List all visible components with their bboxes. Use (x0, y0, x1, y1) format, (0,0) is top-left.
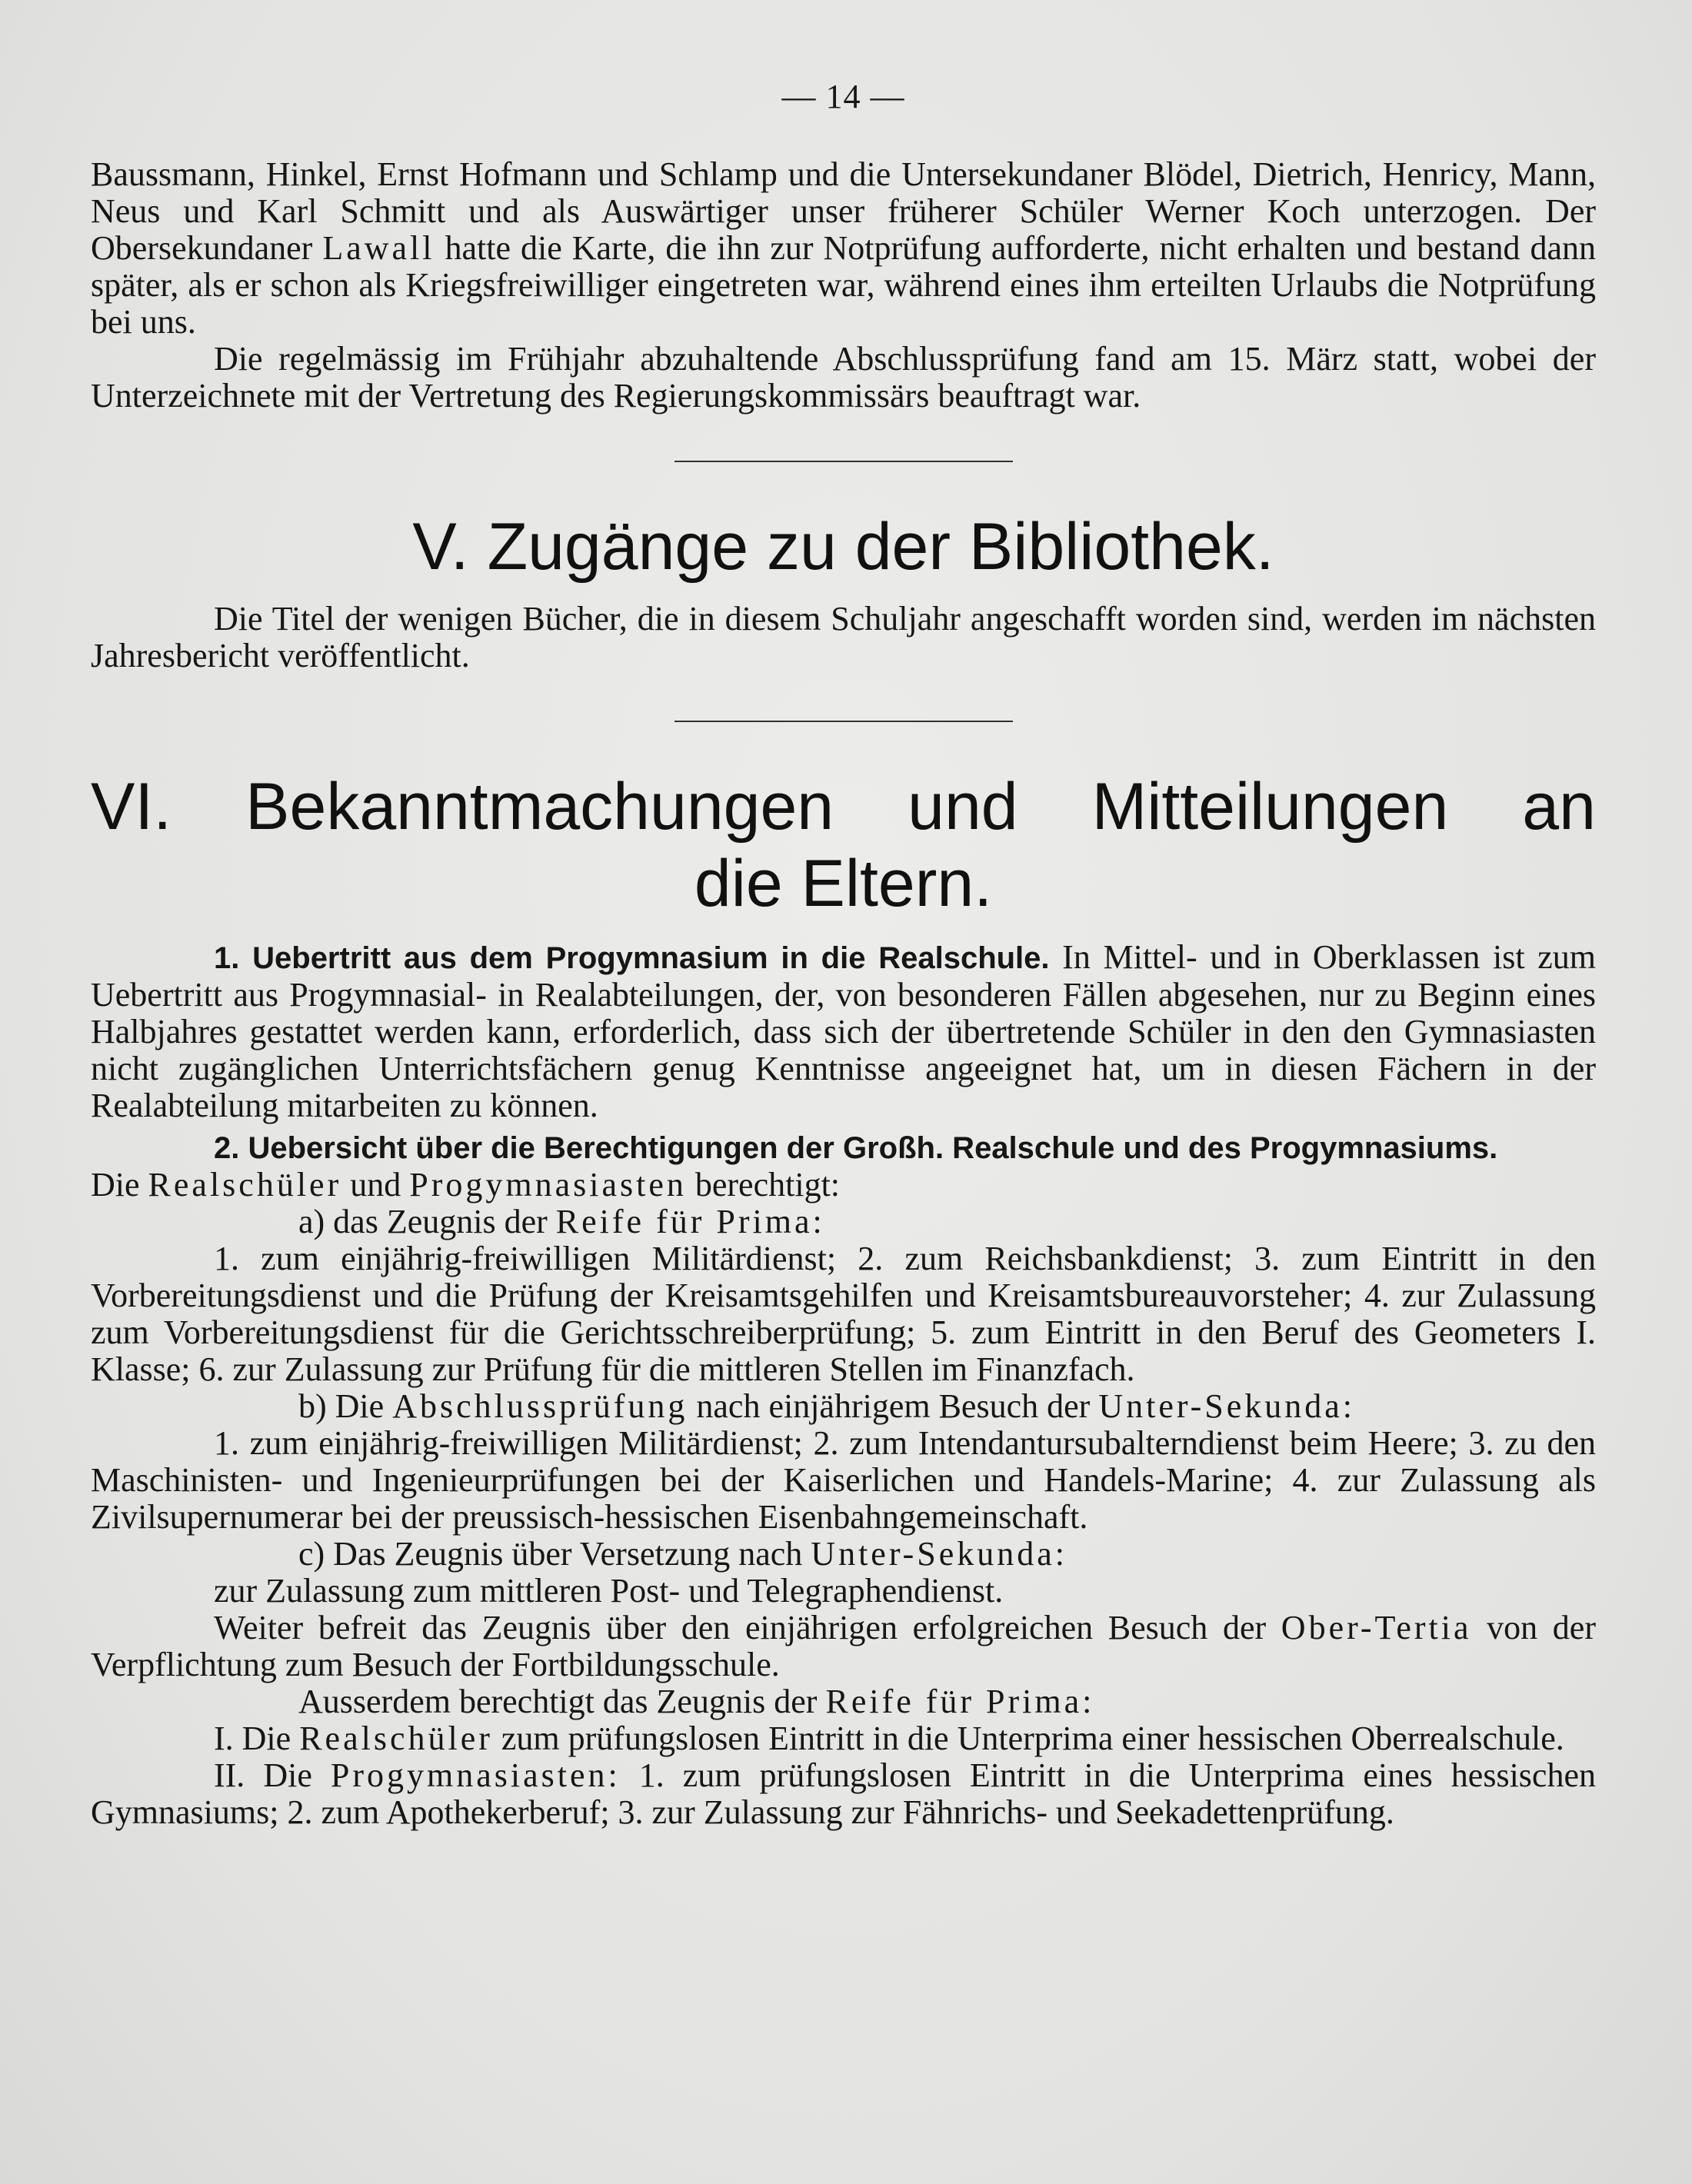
subitem-b-text: b) Die (298, 1387, 393, 1425)
section-5-text: Die Titel der wenigen Bücher, die in diesem Schuljahr angeschafft worden sind, werden im nächsten Jahresbericht veröffentlicht. (91, 600, 1596, 674)
roman-ii-text: 1. zum prüfungslosen Eintritt in die Unterprima eines hessischen Gymnasiums; 2. zum Apothekerberuf; 3. zur Zulassung zur Fähnrichs- und Seekadettenprüfung. (91, 1756, 1596, 1831)
item-2-text: und (341, 1166, 410, 1204)
item-1-paragraph (91, 939, 1596, 1124)
section-6-title-word: an (1522, 770, 1596, 844)
section-6-title-word: VI. (91, 770, 172, 844)
weiter-text: von der Verpflichtung zum Besuch der Fortbildungsschule. (91, 1609, 1596, 1683)
weiter-paragraph (91, 1610, 1596, 1683)
roman-ii-text: II. Die (214, 1756, 331, 1794)
subitem-a-label (91, 1204, 1596, 1240)
page-number: — 14 — (781, 78, 905, 115)
subitem-a-text: 1. zum einjährig-freiwilligen Militärdienst; 2. zum Reichsbankdienst; 3. zum Eintritt in den Vorbereitungsdienst und die Prüfung der Kreisamtsgehilfen und Kreisamtsbureauvorsteher; 4. zur Zulassung zum Vorbereitungsdienst für die Gerichtsschreiberprüfung; 5. zum Eintritt in den Beruf des Geometers I. Klasse; 6. zur Zulassung zur Prüfung für die mittleren Stellen im Finanzfach. (91, 1240, 1596, 1388)
section-6-title-line-2: die Eltern. (694, 847, 993, 921)
item-2-progymnasiasten: Progymnasiasten (409, 1166, 687, 1204)
item-2-heading: 2. Uebersicht über die Berechtigungen der Großh. Realschule und des Progymnasiums. (214, 1131, 1498, 1165)
subitem-b-text: nach einjährigem Besuch der (688, 1387, 1099, 1425)
subitem-b-text: 1. zum einjährig-freiwilligen Militärdienst; 2. zum Intendantursubalterndienst beim Heere; 3. zu den Maschinisten- und Ingenieurprüfungen bei der Kaiserlichen und Handels-Marine; 4. zur Zulassung als Zivilsupernumerar bei der preussisch-hessischen Eisenbahngemeinschaft. (91, 1424, 1596, 1536)
subitem-c-label (91, 1536, 1596, 1573)
subitem-c-spaced: Unter-Sekunda: (811, 1535, 1068, 1573)
section-divider-2 (674, 721, 1013, 722)
item-2-text: berechtigt: (686, 1166, 841, 1204)
subitem-b-spaced: Abschlussprüfung (392, 1387, 688, 1425)
roman-i-paragraph (91, 1720, 1596, 1757)
item-1-heading: 1. Uebertritt aus dem Progymnasium in die Realschule. (214, 941, 1050, 975)
intro-paragraph-2: Die regelmässig im Frühjahr abzuhaltende Abschlussprüfung fand am 15. März statt, wobei der Unterzeichnete mit der Vertretung des Regierungskommissärs beauftragt war. (91, 340, 1596, 414)
roman-ii-spaced: Progymnasiasten: (330, 1756, 621, 1794)
roman-i-text: I. Die (214, 1720, 300, 1757)
section-6-title-word: Mitteilungen (1091, 770, 1449, 844)
section-5-title: V. Zugänge zu der Bibliothek. (412, 510, 1274, 584)
item-1-text: In Mittel- und in Oberklassen ist zum Uebertritt aus Progymnasial- in Realabteilungen, der, von besonderen Fällen abgesehen, nur zu Beginn eines Halbjahres gestattet werden kann, erforderlich, dass sich der übertretende Schüler in den den Gymnasiasten nicht zugänglichen Unterrichtsfächern genug Kenntnisse angeeignet hat, um in diesen Fächern in der Realabteilung mitarbeiten zu können. (91, 938, 1596, 1124)
section-6-title (91, 768, 1596, 922)
intro-text-end: hatte die Karte, die ihn zur Notprüfung aufforderte, nicht erhalten und bestand dann später, als er schon als Kriegsfreiwilliger eingetreten war, während eines ihm erteilten Urlaubs die Notprüfung bei uns. (91, 229, 1596, 341)
item-2-heading-paragraph (91, 1129, 1596, 1167)
ausserdem-text: Ausserdem berechtigt das Zeugnis der (298, 1683, 826, 1720)
roman-i-text: zum prüfungslosen Eintritt in die Unterprima einer hessischen Oberrealschule. (492, 1720, 1564, 1757)
item-2-realschueler: Realschüler (148, 1166, 342, 1204)
item-2-text: Die (91, 1166, 148, 1204)
subitem-b-label (91, 1388, 1596, 1425)
subitem-a-text: a) das Zeugnis der (298, 1203, 556, 1240)
section-divider (674, 461, 1013, 462)
subitem-b-spaced: Unter-Sekunda: (1098, 1387, 1356, 1425)
section-6-title-word: Bekanntmachungen (245, 770, 834, 844)
section-6-title-word: und (908, 770, 1018, 844)
weiter-spaced: Ober-Tertia (1281, 1609, 1472, 1646)
ausserdem-paragraph (91, 1683, 1596, 1720)
intro-name-lawall: Lawall (322, 229, 435, 267)
weiter-text: Weiter befreit das Zeugnis über den einjährigen erfolgreichen Besuch der (214, 1609, 1281, 1646)
intro-paragraph (91, 156, 1596, 341)
section-6-title-line-1 (91, 768, 1596, 845)
subitem-c-text: c) Das Zeugnis über Versetzung nach (298, 1535, 811, 1573)
roman-i-spaced: Realschüler (299, 1720, 493, 1757)
roman-ii-paragraph (91, 1757, 1596, 1831)
subitem-c-text: zur Zulassung zum mittleren Post- und Telegraphendienst. (214, 1572, 1004, 1610)
ausserdem-spaced: Reife für Prima: (825, 1683, 1095, 1720)
item-2-intro (91, 1167, 1596, 1204)
intro-text-start: Baussmann, Hinkel, Ernst Hofmann und Schlamp und die Untersekundaner Blödel, Dietrich, Henricy, Mann, Neus und Karl Schmitt und als Auswärtiger unser früherer Schüler Werner Koch unterzogen. Der Obersekundaner (91, 155, 1596, 267)
subitem-a-spaced: Reife für Prima: (555, 1203, 825, 1240)
